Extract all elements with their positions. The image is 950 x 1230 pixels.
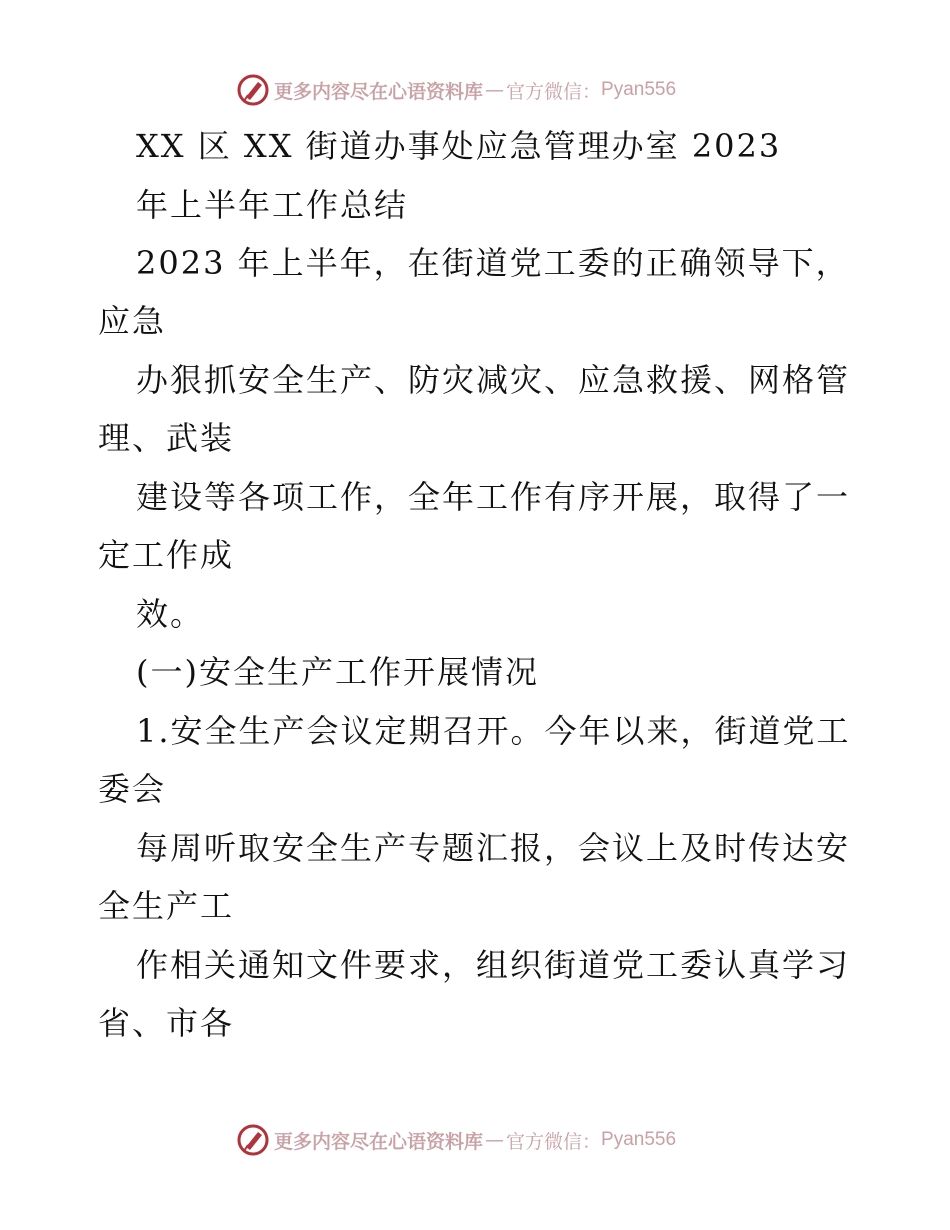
watermark-wechat-label: 官方微信：	[506, 1130, 602, 1153]
watermark-separator: —	[485, 1129, 505, 1151]
paragraph-line: 应急	[98, 302, 167, 340]
paragraph-line: 委会	[98, 770, 167, 808]
paragraph-line: 全生产工	[98, 887, 235, 925]
watermark-site-text: 更多内容尽在心语资料库	[274, 1130, 484, 1153]
paragraph-line: 效。	[136, 595, 205, 633]
paragraph-line: 省、市各	[98, 1004, 235, 1042]
watermark-banner-bottom	[236, 1122, 676, 1158]
paragraph-line: 办狠抓安全生产、防灾减灾、应急救援、网格管	[136, 361, 851, 399]
watermark-banner-top	[236, 72, 676, 108]
watermark-wechat-id: Pyan556	[601, 1129, 677, 1150]
pen-logo-icon	[236, 73, 270, 107]
watermark-wechat-id: Pyan556	[601, 79, 677, 100]
document-title-line-2: 年上半年工作总结	[136, 186, 409, 224]
paragraph-line: 1.安全生产会议定期召开。今年以来，街道党工	[136, 712, 851, 750]
pen-logo-icon	[236, 1123, 270, 1157]
paragraph-line: 理、武装	[98, 419, 235, 457]
paragraph-line: 作相关通知文件要求，组织街道党工委认真学习	[136, 946, 851, 984]
watermark-wechat-label: 官方微信：	[506, 80, 602, 103]
document-title-line-1: XX 区 XX 街道办事处应急管理办室 2023	[136, 127, 782, 165]
section-heading: (一)安全生产工作开展情况	[136, 653, 539, 691]
paragraph-line: 定工作成	[98, 536, 235, 574]
paragraph-line: 建设等各项工作，全年工作有序开展，取得了一	[136, 478, 851, 516]
watermark-separator: —	[485, 79, 505, 101]
paragraph-line: 2023 年上半年，在街道党工委的正确领导下，	[136, 244, 850, 282]
paragraph-line: 每周听取安全生产专题汇报，会议上及时传达安	[136, 829, 851, 867]
watermark-site-text: 更多内容尽在心语资料库	[274, 80, 484, 103]
